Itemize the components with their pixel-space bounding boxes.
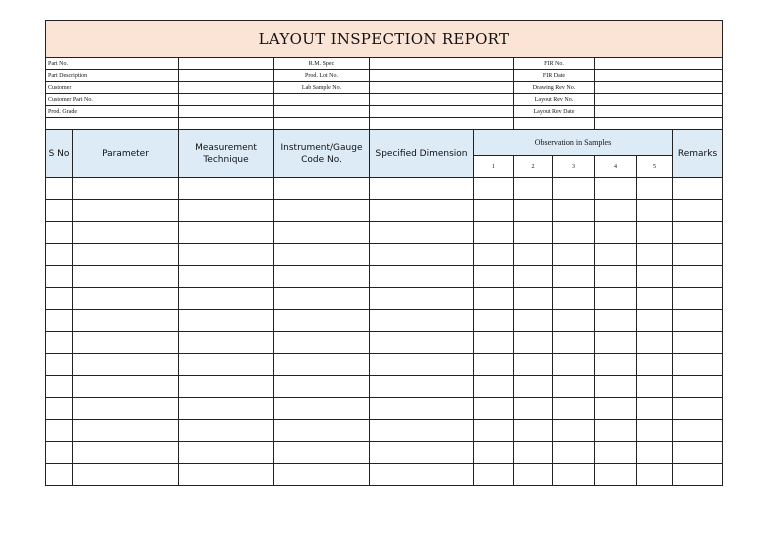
table-cell[interactable] — [553, 266, 595, 288]
header-sno: S No — [46, 130, 73, 178]
table-cell[interactable] — [673, 442, 723, 464]
spacer-cell — [370, 118, 514, 130]
table-cell[interactable] — [673, 354, 723, 376]
table-cell[interactable] — [370, 442, 474, 464]
table-cell[interactable] — [595, 398, 637, 420]
table-row — [46, 420, 723, 442]
table-row — [46, 266, 723, 288]
table-row — [46, 288, 723, 310]
info-left-label: Part No. — [46, 58, 179, 70]
spacer-cell — [179, 118, 274, 130]
table-cell[interactable] — [514, 178, 553, 200]
table-cell[interactable] — [474, 244, 514, 266]
table-cell[interactable] — [73, 420, 179, 442]
table-row — [46, 310, 723, 332]
table-cell[interactable] — [553, 200, 595, 222]
info-middle-value[interactable] — [370, 82, 514, 94]
table-cell[interactable] — [514, 332, 553, 354]
table-cell[interactable] — [274, 354, 370, 376]
table-cell[interactable] — [370, 200, 474, 222]
table-cell[interactable] — [274, 398, 370, 420]
table-cell[interactable] — [179, 332, 274, 354]
table-cell[interactable] — [553, 398, 595, 420]
table-cell[interactable] — [274, 178, 370, 200]
info-left-value[interactable] — [179, 58, 274, 70]
table-cell[interactable] — [637, 376, 673, 398]
info-middle-label — [274, 94, 370, 106]
table-cell[interactable] — [474, 442, 514, 464]
table-cell[interactable] — [595, 442, 637, 464]
table-cell[interactable] — [553, 442, 595, 464]
table-row — [46, 200, 723, 222]
table-cell[interactable] — [673, 376, 723, 398]
table-cell[interactable] — [46, 310, 73, 332]
table-cell[interactable] — [274, 464, 370, 486]
table-cell[interactable] — [73, 200, 179, 222]
table-cell[interactable] — [179, 288, 274, 310]
info-row — [46, 94, 723, 106]
table-row — [46, 398, 723, 420]
table-cell[interactable] — [46, 398, 73, 420]
info-middle-value[interactable] — [370, 58, 514, 70]
table-cell[interactable] — [179, 310, 274, 332]
info-right-value[interactable] — [595, 70, 723, 82]
table-cell[interactable] — [673, 244, 723, 266]
header-remarks: Remarks — [673, 130, 723, 178]
info-middle-label — [274, 106, 370, 118]
table-cell[interactable] — [595, 288, 637, 310]
table-cell[interactable] — [370, 266, 474, 288]
info-right-label: Drawing Rev No. — [514, 82, 595, 94]
table-cell[interactable] — [179, 420, 274, 442]
info-left-value[interactable] — [179, 70, 274, 82]
table-cell[interactable] — [46, 332, 73, 354]
table-cell[interactable] — [474, 288, 514, 310]
table-cell[interactable] — [370, 222, 474, 244]
info-right-label: FIR No. — [514, 58, 595, 70]
table-cell[interactable] — [474, 420, 514, 442]
table-cell[interactable] — [274, 266, 370, 288]
info-middle-label: Lab Sample No. — [274, 82, 370, 94]
table-cell[interactable] — [73, 288, 179, 310]
table-cell[interactable] — [637, 222, 673, 244]
table-cell[interactable] — [514, 398, 553, 420]
table-cell[interactable] — [673, 420, 723, 442]
table-cell[interactable] — [595, 376, 637, 398]
table-cell[interactable] — [514, 200, 553, 222]
table-cell[interactable] — [637, 288, 673, 310]
table-cell[interactable] — [514, 354, 553, 376]
table-cell[interactable] — [595, 200, 637, 222]
table-cell[interactable] — [274, 222, 370, 244]
header-sample-number: 3 — [553, 156, 595, 178]
table-cell[interactable] — [673, 266, 723, 288]
table-cell[interactable] — [514, 464, 553, 486]
table-cell[interactable] — [179, 266, 274, 288]
column-header-row — [46, 130, 723, 156]
table-cell[interactable] — [474, 222, 514, 244]
header-sample-number: 1 — [474, 156, 514, 178]
table-cell[interactable] — [673, 222, 723, 244]
header-measurement-technique: Measurement Technique — [179, 130, 274, 178]
table-cell[interactable] — [179, 464, 274, 486]
spacer-cell — [595, 118, 723, 130]
table-cell[interactable] — [370, 178, 474, 200]
table-cell[interactable] — [595, 354, 637, 376]
header-observation: Observation in Samples — [474, 130, 673, 156]
table-cell[interactable] — [274, 376, 370, 398]
table-cell[interactable] — [274, 420, 370, 442]
table-cell[interactable] — [595, 310, 637, 332]
info-right-value[interactable] — [595, 58, 723, 70]
table-cell[interactable] — [274, 332, 370, 354]
table-cell[interactable] — [370, 464, 474, 486]
table-row — [46, 354, 723, 376]
table-cell[interactable] — [595, 332, 637, 354]
info-middle-label: Prod. Lot No. — [274, 70, 370, 82]
table-cell[interactable] — [553, 376, 595, 398]
inspection-report-table — [45, 20, 723, 486]
table-cell[interactable] — [370, 420, 474, 442]
table-cell[interactable] — [474, 200, 514, 222]
table-cell[interactable] — [637, 442, 673, 464]
table-cell[interactable] — [73, 266, 179, 288]
table-cell[interactable] — [514, 310, 553, 332]
info-left-label: Part Description — [46, 70, 179, 82]
table-row — [46, 244, 723, 266]
table-cell[interactable] — [370, 376, 474, 398]
info-left-label: Customer Part No. — [46, 94, 179, 106]
info-right-label: FIR Date — [514, 70, 595, 82]
table-cell[interactable] — [474, 178, 514, 200]
table-cell[interactable] — [370, 310, 474, 332]
table-cell[interactable] — [73, 178, 179, 200]
table-cell[interactable] — [179, 244, 274, 266]
table-cell[interactable] — [73, 310, 179, 332]
table-cell[interactable] — [73, 442, 179, 464]
table-cell[interactable] — [637, 464, 673, 486]
info-left-label: Prod. Grade — [46, 106, 179, 118]
table-cell[interactable] — [370, 332, 474, 354]
table-row — [46, 442, 723, 464]
table-cell[interactable] — [673, 464, 723, 486]
table-cell[interactable] — [474, 332, 514, 354]
info-middle-value[interactable] — [370, 70, 514, 82]
table-cell[interactable] — [179, 222, 274, 244]
table-cell[interactable] — [474, 266, 514, 288]
table-cell[interactable] — [274, 200, 370, 222]
table-cell[interactable] — [514, 420, 553, 442]
report-title: LAYOUT INSPECTION REPORT — [46, 21, 723, 58]
table-cell[interactable] — [73, 376, 179, 398]
info-right-value[interactable] — [595, 94, 723, 106]
spacer-cell — [274, 118, 370, 130]
table-cell[interactable] — [179, 442, 274, 464]
table-cell[interactable] — [179, 398, 274, 420]
table-cell[interactable] — [370, 354, 474, 376]
table-cell[interactable] — [595, 244, 637, 266]
info-left-value[interactable] — [179, 106, 274, 118]
info-middle-value[interactable] — [370, 106, 514, 118]
table-row — [46, 222, 723, 244]
table-cell[interactable] — [274, 288, 370, 310]
table-cell[interactable] — [46, 376, 73, 398]
table-cell[interactable] — [514, 288, 553, 310]
spacer-cell — [514, 118, 595, 130]
table-cell[interactable] — [73, 332, 179, 354]
table-cell[interactable] — [370, 398, 474, 420]
table-row — [46, 332, 723, 354]
table-cell[interactable] — [73, 222, 179, 244]
header-sample-number: 2 — [514, 156, 553, 178]
table-cell[interactable] — [595, 178, 637, 200]
table-cell[interactable] — [637, 266, 673, 288]
table-cell[interactable] — [73, 354, 179, 376]
info-row — [46, 70, 723, 82]
table-cell[interactable] — [514, 442, 553, 464]
table-cell[interactable] — [553, 420, 595, 442]
table-cell[interactable] — [514, 266, 553, 288]
info-left-value[interactable] — [179, 82, 274, 94]
table-cell[interactable] — [274, 310, 370, 332]
info-right-value[interactable] — [595, 106, 723, 118]
table-cell[interactable] — [474, 354, 514, 376]
table-cell[interactable] — [46, 442, 73, 464]
table-row — [46, 178, 723, 200]
table-row — [46, 376, 723, 398]
table-cell[interactable] — [46, 288, 73, 310]
header-sample-number: 4 — [595, 156, 637, 178]
table-cell[interactable] — [474, 310, 514, 332]
table-cell[interactable] — [673, 200, 723, 222]
table-cell[interactable] — [179, 376, 274, 398]
info-row — [46, 82, 723, 94]
table-cell[interactable] — [637, 354, 673, 376]
table-cell[interactable] — [553, 222, 595, 244]
table-cell[interactable] — [595, 464, 637, 486]
table-cell[interactable] — [370, 244, 474, 266]
table-cell[interactable] — [46, 420, 73, 442]
header-specified-dimension: Specified Dimension — [370, 130, 474, 178]
info-left-value[interactable] — [179, 94, 274, 106]
table-cell[interactable] — [474, 398, 514, 420]
info-right-label: Layout Rev No. — [514, 94, 595, 106]
table-cell[interactable] — [673, 288, 723, 310]
table-cell[interactable] — [637, 310, 673, 332]
table-cell[interactable] — [637, 332, 673, 354]
info-middle-value[interactable] — [370, 94, 514, 106]
table-cell[interactable] — [553, 288, 595, 310]
table-cell[interactable] — [553, 244, 595, 266]
table-cell[interactable] — [46, 200, 73, 222]
table-cell[interactable] — [553, 178, 595, 200]
info-row — [46, 58, 723, 70]
table-cell[interactable] — [514, 244, 553, 266]
table-cell[interactable] — [637, 420, 673, 442]
table-cell[interactable] — [73, 244, 179, 266]
table-cell[interactable] — [179, 178, 274, 200]
table-cell[interactable] — [595, 222, 637, 244]
header-sample-number: 5 — [637, 156, 673, 178]
table-cell[interactable] — [637, 200, 673, 222]
table-cell[interactable] — [595, 266, 637, 288]
spacer-row — [46, 118, 723, 130]
info-row — [46, 106, 723, 118]
table-cell[interactable] — [514, 376, 553, 398]
table-cell[interactable] — [370, 288, 474, 310]
info-left-label: Customer — [46, 82, 179, 94]
table-cell[interactable] — [179, 200, 274, 222]
table-cell[interactable] — [274, 244, 370, 266]
table-cell[interactable] — [46, 464, 73, 486]
table-cell[interactable] — [73, 464, 179, 486]
table-cell[interactable] — [514, 222, 553, 244]
table-row — [46, 464, 723, 486]
table-cell[interactable] — [46, 178, 73, 200]
table-cell[interactable] — [553, 354, 595, 376]
table-cell[interactable] — [46, 244, 73, 266]
table-cell[interactable] — [673, 332, 723, 354]
info-right-label: Layout Rev Date — [514, 106, 595, 118]
table-cell[interactable] — [553, 332, 595, 354]
table-cell[interactable] — [637, 398, 673, 420]
table-cell[interactable] — [73, 398, 179, 420]
table-cell[interactable] — [46, 222, 73, 244]
table-cell[interactable] — [474, 376, 514, 398]
table-cell[interactable] — [474, 464, 514, 486]
header-instrument-gauge: Instrument/Gauge Code No. — [274, 130, 370, 178]
table-cell[interactable] — [553, 464, 595, 486]
table-cell[interactable] — [637, 178, 673, 200]
table-cell[interactable] — [553, 310, 595, 332]
info-right-value[interactable] — [595, 82, 723, 94]
info-middle-label: R.M. Spec — [274, 58, 370, 70]
table-cell[interactable] — [46, 354, 73, 376]
table-cell[interactable] — [179, 354, 274, 376]
header-parameter: Parameter — [73, 130, 179, 178]
spacer-cell — [46, 118, 179, 130]
table-cell[interactable] — [595, 420, 637, 442]
table-cell[interactable] — [46, 266, 73, 288]
table-cell[interactable] — [673, 398, 723, 420]
table-cell[interactable] — [637, 244, 673, 266]
table-cell[interactable] — [673, 178, 723, 200]
table-cell[interactable] — [274, 442, 370, 464]
table-cell[interactable] — [673, 310, 723, 332]
